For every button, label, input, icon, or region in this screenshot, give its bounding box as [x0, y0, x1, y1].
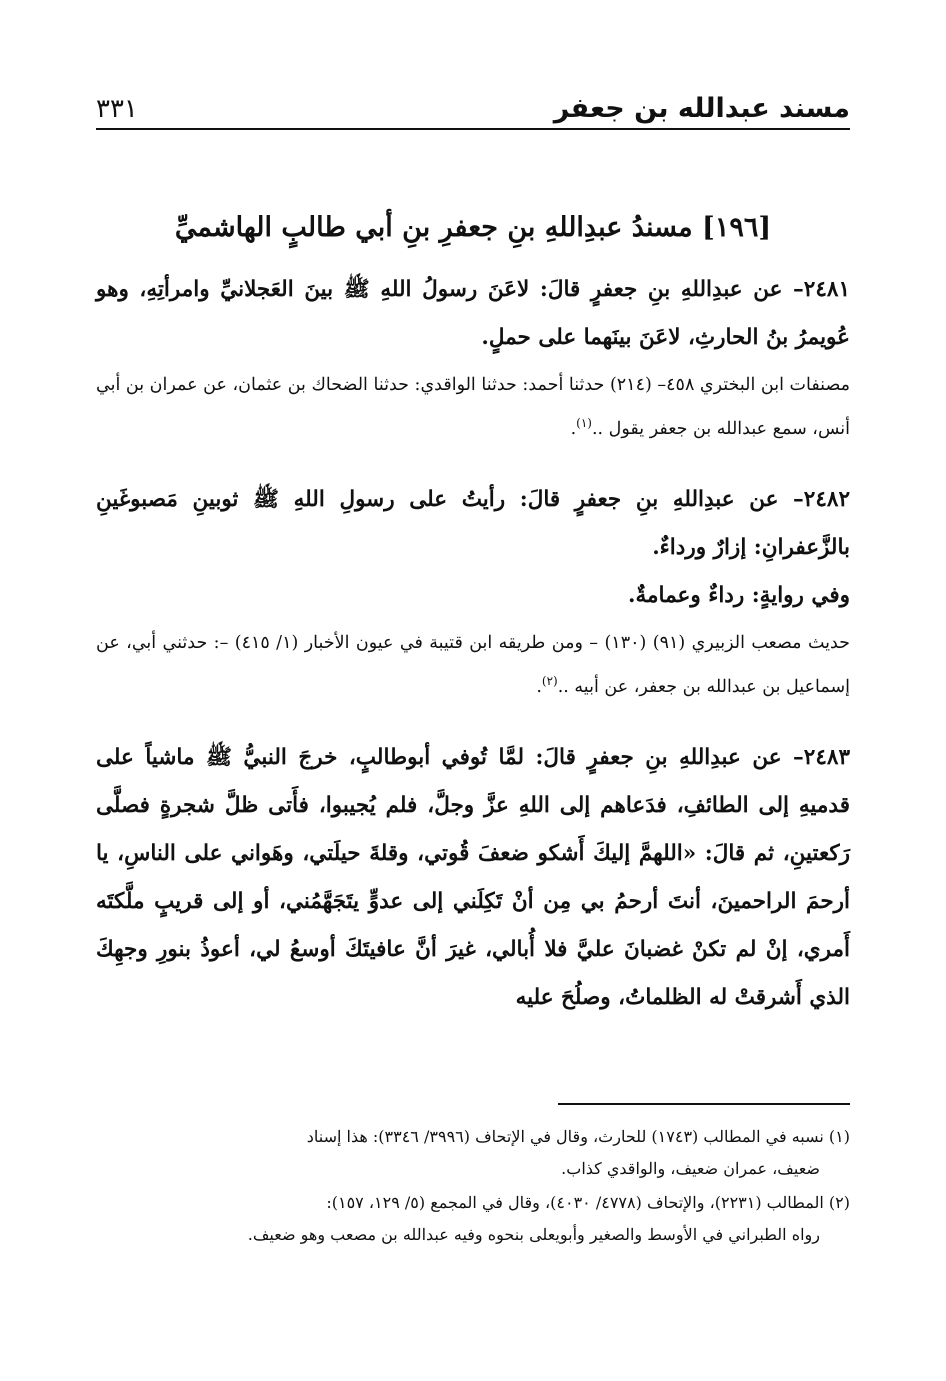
footnote-divider: [558, 1103, 850, 1105]
spacer: [96, 448, 850, 476]
footnotes: [96, 1103, 850, 1253]
hadith-2482: ٢٤٨٢– عن عبدِاللهِ بنِ جعفرٍ قالَ: رأيتُ على رسولِ اللهِ ﷺ ثوبينِ مَصبوغَينِ بالزَّعفرانِ: إزارٌ ورداءٌ.: [96, 487, 850, 561]
running-header: [96, 80, 850, 130]
footnote-2-line1: (٢) المطالب (٢٢٣١)، والإتحاف (٤٧٧٨/ ٤٠٣٠)، وقال في المجمع (٥/ ١٢٩، ١٥٧):: [326, 1193, 850, 1212]
footnote-1-line2: ضعيف، عمران ضعيف، والواقدي كذاب.: [561, 1159, 820, 1178]
header-title: مسند عبدالله بن جعفر: [553, 93, 850, 124]
footnote-2-line2: رواه الطبراني في الأوسط والصغير وأبويعلى بنحوه وفيه عبدالله بن مصعب وهو ضعيف.: [247, 1225, 820, 1244]
book-page: [96, 0, 850, 1381]
source-text: حديث مصعب الزبيري (٩١) (١٣٠) – ومن طريقه ابن قتيبة في عيون الأخبار (١/ ٤١٥) –: حدثني أبي، عن إسماعيل بن عبدالله بن جعفر، عن أبيه ..: [96, 633, 850, 698]
footnote-marker: (٢): [541, 674, 558, 689]
footnote-1: [96, 1121, 850, 1185]
hadith-2481-source: مصنفات ابن البختري ٤٥٨– (٢١٤) حدثنا أحمد: حدثنا الواقدي: حدثنا الضحاك بن عثمان، عن عمران بن أبي أنس، سمع عبدالله بن جعفر يقول ..$^{(١)}$.: [96, 375, 851, 440]
section-title: [١٩٦] مسندُ عبدِاللهِ بنِ جعفرِ بنِ أبي طالبٍ الهاشميِّ: [174, 212, 772, 243]
hadith-2483: ٢٤٨٣– عن عبدِاللهِ بنِ جعفرٍ قالَ: لمَّا تُوفي أبوطالبٍ، خرجَ النبيُّ ﷺ ماشياً على قدميهِ إلى الطائفِ، فدَعاهم إلى اللهِ عزَّ وجلَّ، فلم يُجيبوا، فأَتى ظلَّ شجرةٍ فصلَّى رَكعتينِ، ثم قالَ: «اللهمَّ إليكَ أَشكو ضعفَ قُوتي، وقلةَ حيلَتي، وهَواني على الناسِ، يا أرحمَ الراحمينَ، أنتَ أرحمُ بي مِن أنْ تَكِلَني إلى عدوٍّ يتَجَهَّمُني، أو إلى قريبٍ ملَّكتَه أَمري، إنْ لم تكنْ غضبانَ عليَّ فلا أُبالي، غيرَ أنَّ عافيتَكَ أوسعُ لي، أعوذُ بنورِ وجهِكَ الذي أَشرقتْ له الظلماتُ، وصلُحَ عليه: [96, 745, 850, 1011]
footnote-2: [96, 1187, 850, 1251]
footnote-marker: (١): [576, 416, 592, 431]
hadith-2482-source: حديث مصعب الزبيري (٩١) (١٣٠) – ومن طريقه ابن قتيبة في عيون الأخبار (١/ ٤١٥) –: حدثني أبي، عن إسماعيل بن عبدالله بن جعفر، عن أبيه ..$^{(٢)}$.: [96, 633, 850, 698]
main-content: [96, 212, 850, 1022]
hadith-2481: ٢٤٨١– عن عبدِاللهِ بنِ جعفرٍ قالَ: لاعَنَ رسولُ اللهِ ﷺ بينَ العَجلانيِّ وامرأتِهِ، وهو عُويمرُ بنُ الحارثِ، لاعَنَ بينَهما على حملٍ.: [96, 277, 850, 351]
page-number: ٣٣١: [96, 94, 138, 124]
source-text: مصنفات ابن البختري ٤٥٨– (٢١٤) حدثنا أحمد: حدثنا الواقدي: حدثنا الضحاك بن عثمان، عن عمران بن أبي أنس، سمع عبدالله بن جعفر يقول ..: [96, 375, 851, 440]
footnote-1-line1: (١) نسبه في المطالب (١٧٤٣) للحارث، وقال في الإتحاف (٣٩٩٦/ ٣٣٤٦): هذا إسناد: [306, 1127, 850, 1146]
spacer: [96, 706, 850, 734]
hadith-2482-variant: وفي روايةٍ: رداءٌ وعمامةٌ.: [628, 583, 850, 609]
